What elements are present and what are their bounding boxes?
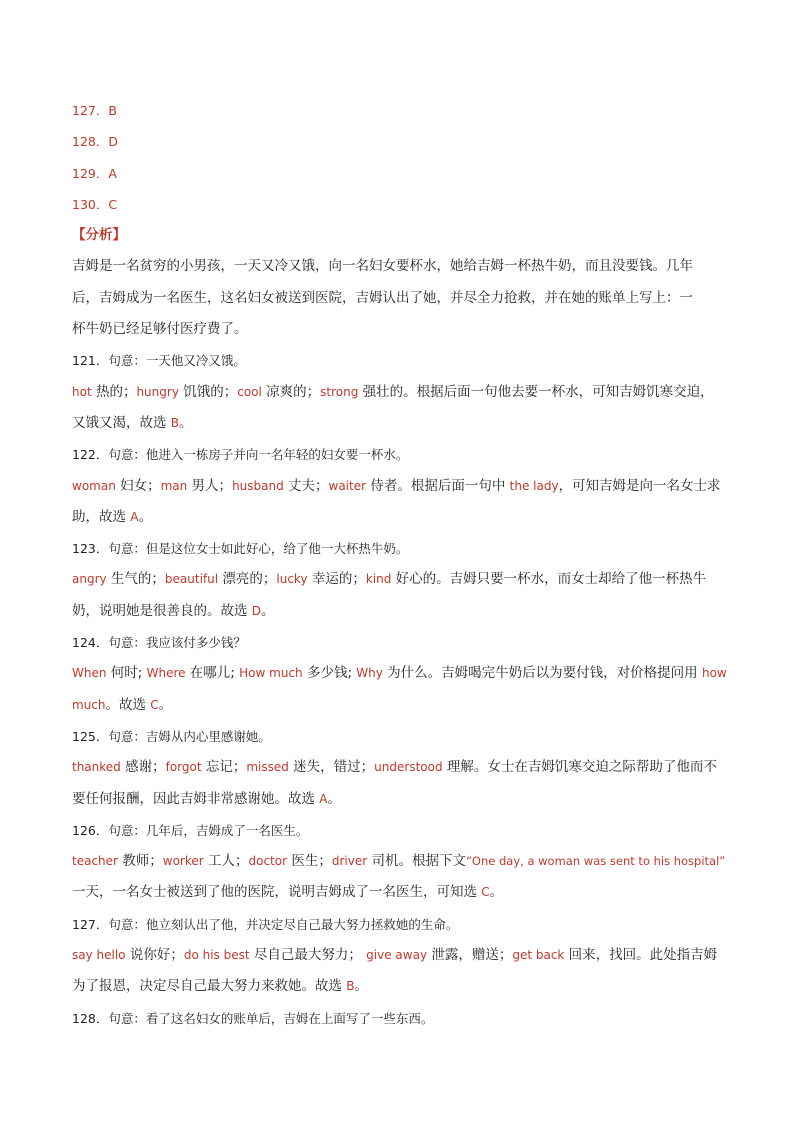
question-title-125: 125．句意：吉姆从内心里感谢她。 [72,728,271,744]
option-meaning: 在哪儿; [185,665,240,682]
option-word: kind [365,572,392,587]
answer-line [72,126,732,157]
option-word: driver [331,854,368,869]
option-meaning: 好心的。吉姆只要一杯水，而女士却给了他一杯热牛 [391,571,707,588]
option-word: strong [320,384,359,399]
option-meaning: 多少钱; [302,665,357,682]
answer-number: 127． [72,103,109,118]
answer-letter: B [108,103,117,118]
option-meaning: 泄露，赠送； [427,947,513,964]
question-title-123: 123．句意：但是这位女士如此好心，给了他一大杯热牛奶。 [72,541,409,557]
option-meaning: 医生； [287,853,332,870]
answer-letter: D [251,603,262,618]
explanation-text: 为了报恩，决定尽自己最大努力来救她。故选 [72,978,347,995]
answer-letter: B [170,415,180,430]
option-meaning: 丈夫； [283,477,329,494]
option-word: hungry [136,384,179,399]
option-word: understood [374,760,443,775]
explanation-text: 一天，一名女士被送到了他的医院，说明吉姆成了一名医生，可知选 [72,884,482,901]
option-meaning: 凉爽的； [261,383,321,400]
option-word: teacher [72,854,118,869]
option-word: give away [366,948,428,963]
explanation-line [72,752,732,783]
option-word: waiter [328,478,367,493]
summary-line: 吉姆是一名贫穷的小男孩，一天又冷又饿，向一名妇女要杯水，她给吉姆一杯热牛奶，而且没要钱。几年 [72,258,693,275]
option-word: lucky [276,572,308,587]
explanation-line [72,690,732,721]
explanation-text: 。 [261,602,275,619]
option-word: do his best [183,948,250,963]
option-meaning: 饥饿的； [178,383,238,400]
option-meaning: 为什么。吉姆喝完牛奶后以为要付钱，对价格提问用 [382,665,702,682]
document-page [72,95,732,1034]
option-meaning: 强壮的。根据后面一句他去要一杯水，可知吉姆饥寒交迫， [358,383,714,400]
explanation-line [72,877,732,908]
option-word: cool [237,384,262,399]
option-meaning: 生气的； [106,571,165,588]
explanation-text: ，可知吉姆是向一名女士求 [558,477,721,494]
option-word: forgot [165,760,202,775]
answer-letter: C [481,885,490,900]
option-word: get back [512,948,565,963]
option-word: doctor [248,854,288,869]
explanation-text: 。故选 [105,696,151,713]
option-meaning: 尽自己最大努力； [249,947,367,964]
question-title-122: 122．句意：他进入一栋房子并向一名年轻的妇女要一杯水。 [72,447,409,463]
explanation-line [72,846,732,877]
question-title-121: 121．句意：一天他又冷又饿。 [72,353,246,369]
explanation-line [72,377,732,408]
option-word: angry [72,572,107,587]
explanation-line [72,471,732,502]
option-word: thanked [72,760,121,775]
option-word: Why [356,666,383,681]
answer-letter: C [108,196,118,212]
option-meaning: 妇女； [115,477,161,494]
quoted-phrase: how [701,666,727,681]
answer-letter: A [108,165,117,181]
question-title-127: 127．句意：他立刻认出了他，并决定尽自己最大努力拯救她的生命。 [72,916,459,932]
quoted-phrase: “One day, a woman was sent to his hospital” [465,854,726,869]
explanation-line [72,784,732,815]
explanation-text: 。 [327,790,342,807]
explanation-line [72,564,732,595]
option-meaning: 侍者。根据后面一句中 [366,477,510,494]
summary-line: 杯牛奶已经足够付医疗费了。 [72,321,248,338]
option-word: woman [72,478,116,493]
option-word: Where [146,666,186,681]
answer-letter: D [108,134,118,150]
summary-line: 后，吉姆成为一名医生，这名妇女被送到医院，吉姆认出了她，并尽全力抢救，并在她的账单上写上：一 [72,289,693,306]
answer-letter: A [319,791,328,806]
option-meaning: 幸运的； [307,571,366,588]
option-meaning: 感谢； [120,759,166,776]
option-word: beautiful [164,572,219,587]
option-meaning: 漂亮的； [218,571,277,588]
answer-line [72,95,732,126]
answer-line [72,158,732,189]
explanation-text: 助，故选 [72,508,131,525]
question-title-126: 126．句意：几年后，吉姆成了一名医生。 [72,822,309,838]
explanation-line [72,596,732,627]
option-word: missed [246,760,289,775]
option-meaning: 忘记； [201,759,247,776]
answer-letter: A [130,509,139,524]
option-meaning: 回来，找回。此处指吉姆 [564,947,718,964]
answer-line [72,189,732,220]
explanation-text: 要任何报酬，因此吉姆非常感谢她。故选 [72,790,320,807]
option-meaning: 理解。女士在吉姆饥寒交迫之际帮助了他而不 [442,759,717,776]
option-meaning: 工人； [203,853,249,870]
option-meaning: 教师； [117,853,163,870]
option-word: man [160,478,188,493]
option-meaning: 迷失，错过； [288,759,375,776]
explanation-text: 又饿又渴，故选 [72,414,171,431]
option-meaning: 男人； [187,477,233,494]
explanation-text: 奶，说明她是很善良的。故选 [72,602,252,619]
explanation-text: 。 [354,978,369,995]
explanation-text: 。 [179,414,193,431]
option-meaning: 热的； [91,383,137,400]
option-word: How much [239,666,303,681]
explanation-line [72,658,732,689]
option-word: hot [72,384,92,399]
option-word: worker [162,854,204,869]
explanation-line [72,502,732,533]
option-meaning: 何时; [106,665,147,682]
question-title-124: 124．句意：我应该付多少钱？ [72,635,246,651]
answer-number: 129． [72,165,109,181]
quoted-phrase: the lady [509,478,559,493]
explanation-line [72,940,732,971]
answer-number: 130． [72,196,109,212]
explanation-text: 。 [138,508,153,525]
explanation-text: 。 [158,696,173,713]
explanation-line [72,408,732,439]
explanation-text: 。 [489,884,504,901]
quoted-phrase: much [72,697,106,712]
option-meaning: 司机。根据下文 [367,853,466,870]
answer-letter: B [346,979,355,994]
option-word: When [72,666,107,681]
answer-letter: C [150,697,159,712]
analysis-heading [72,220,732,251]
answer-number: 128． [72,134,109,150]
question-title-128: 128．句意：看了这名妇女的账单后，吉姆在上面写了一些东西。 [72,1010,434,1026]
explanation-line [72,971,732,1002]
option-word: husband [232,478,284,493]
option-word: say hello [72,948,126,963]
analysis-label: 【分析】 [72,227,126,244]
option-meaning: 说你好； [125,947,184,964]
